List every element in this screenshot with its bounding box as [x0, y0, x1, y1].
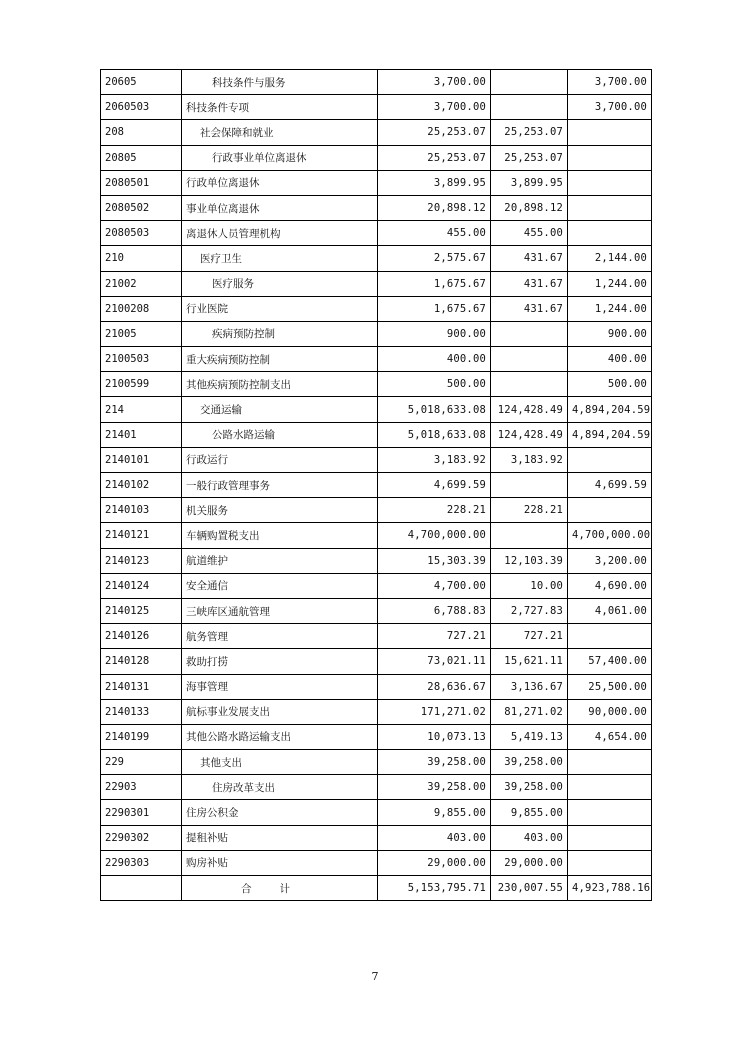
basic-expense-cell: 228.21	[491, 498, 568, 523]
table-row	[101, 120, 652, 145]
table-row	[101, 825, 652, 850]
project-expense-cell: 3,200.00	[568, 548, 652, 573]
project-expense-cell: 4,699.59	[568, 473, 652, 498]
table-row	[101, 523, 652, 548]
subject-code-cell: 22903	[101, 775, 182, 800]
table-row	[101, 246, 652, 271]
subject-name-cell: 一般行政管理事务	[182, 473, 378, 498]
subject-code-cell: 2080501	[101, 170, 182, 195]
total-amount-cell: 500.00	[378, 372, 491, 397]
subject-name-cell: 航务管理	[182, 624, 378, 649]
basic-expense-cell: 124,428.49	[491, 397, 568, 422]
total-amount-cell: 73,021.11	[378, 649, 491, 674]
subject-name-cell: 社会保障和就业	[182, 120, 378, 145]
subject-code-cell: 2290302	[101, 825, 182, 850]
subject-code-cell: 2140199	[101, 724, 182, 749]
basic-expense-cell: 15,621.11	[491, 649, 568, 674]
subject-name-cell: 救助打捞	[182, 649, 378, 674]
total-amount-cell: 39,258.00	[378, 775, 491, 800]
subject-name-cell: 重大疾病预防控制	[182, 347, 378, 372]
subject-code-cell: 208	[101, 120, 182, 145]
project-expense-cell: 3,700.00	[568, 70, 652, 95]
project-expense-cell: 1,244.00	[568, 271, 652, 296]
subject-name-cell: 海事管理	[182, 674, 378, 699]
total-amount-cell: 900.00	[378, 321, 491, 346]
total-amount-cell: 3,700.00	[378, 70, 491, 95]
total-amount-cell: 400.00	[378, 347, 491, 372]
project-expense-cell	[568, 145, 652, 170]
subject-code-cell: 2140102	[101, 473, 182, 498]
basic-expense-cell	[491, 321, 568, 346]
basic-expense-cell: 431.67	[491, 246, 568, 271]
basic-expense-cell: 5,419.13	[491, 724, 568, 749]
subject-name-cell: 行业医院	[182, 296, 378, 321]
total-code-cell	[101, 876, 182, 901]
table-row	[101, 624, 652, 649]
subject-name-cell: 安全通信	[182, 573, 378, 598]
subject-name-cell: 医疗服务	[182, 271, 378, 296]
subject-name-cell: 提租补贴	[182, 825, 378, 850]
total-amount-cell: 455.00	[378, 221, 491, 246]
project-expense-cell	[568, 775, 652, 800]
subject-code-cell: 20605	[101, 70, 182, 95]
basic-expense-cell: 2,727.83	[491, 598, 568, 623]
project-expense-cell: 400.00	[568, 347, 652, 372]
total-amount-cell: 3,700.00	[378, 95, 491, 120]
total-amount-cell: 171,271.02	[378, 699, 491, 724]
subject-code-cell: 214	[101, 397, 182, 422]
total-amount-cell: 4,700,000.00	[378, 523, 491, 548]
table-row	[101, 271, 652, 296]
total-amount-cell: 25,253.07	[378, 145, 491, 170]
basic-expense-cell: 20,898.12	[491, 195, 568, 220]
table-row	[101, 447, 652, 472]
total-amount-cell: 15,303.39	[378, 548, 491, 573]
subject-name-cell: 其他疾病预防控制支出	[182, 372, 378, 397]
basic-expense-cell: 455.00	[491, 221, 568, 246]
subject-name-cell: 购房补贴	[182, 850, 378, 875]
subject-code-cell: 2140123	[101, 548, 182, 573]
total-amount-cell: 9,855.00	[378, 800, 491, 825]
project-expense-cell: 4,061.00	[568, 598, 652, 623]
basic-expense-cell: 10.00	[491, 573, 568, 598]
total-amount-cell: 10,073.13	[378, 724, 491, 749]
project-expense-cell: 4,894,204.59	[568, 397, 652, 422]
subject-name-cell: 机关服务	[182, 498, 378, 523]
subject-code-cell: 2140103	[101, 498, 182, 523]
table-row	[101, 598, 652, 623]
subject-name-cell: 行政事业单位离退休	[182, 145, 378, 170]
total-amount-cell: 1,675.67	[378, 296, 491, 321]
basic-expense-cell	[491, 347, 568, 372]
basic-expense-cell: 81,271.02	[491, 699, 568, 724]
budget-table	[100, 69, 652, 901]
basic-expense-cell: 39,258.00	[491, 775, 568, 800]
table-row	[101, 750, 652, 775]
table-row	[101, 397, 652, 422]
subject-code-cell: 210	[101, 246, 182, 271]
total-amount-cell: 1,675.67	[378, 271, 491, 296]
subject-code-cell: 2140125	[101, 598, 182, 623]
basic-expense-cell	[491, 70, 568, 95]
subject-name-cell: 其他公路水路运输支出	[182, 724, 378, 749]
total-amount-cell: 4,700.00	[378, 573, 491, 598]
table-row	[101, 775, 652, 800]
project-expense-cell	[568, 120, 652, 145]
grand-project-cell: 4,923,788.16	[568, 876, 652, 901]
subject-code-cell: 2140121	[101, 523, 182, 548]
subject-code-cell: 2140124	[101, 573, 182, 598]
project-expense-cell: 4,894,204.59	[568, 422, 652, 447]
total-amount-cell: 228.21	[378, 498, 491, 523]
table-row	[101, 649, 652, 674]
basic-expense-cell: 29,000.00	[491, 850, 568, 875]
table-row	[101, 548, 652, 573]
table-row	[101, 800, 652, 825]
table-row	[101, 70, 652, 95]
project-expense-cell	[568, 825, 652, 850]
subject-code-cell: 2140128	[101, 649, 182, 674]
subject-name-cell: 医疗卫生	[182, 246, 378, 271]
total-amount-cell: 3,899.95	[378, 170, 491, 195]
subject-code-cell: 2100503	[101, 347, 182, 372]
subject-code-cell: 2140101	[101, 447, 182, 472]
grand-basic-cell: 230,007.55	[491, 876, 568, 901]
project-expense-cell	[568, 850, 652, 875]
total-amount-cell: 39,258.00	[378, 750, 491, 775]
project-expense-cell	[568, 750, 652, 775]
basic-expense-cell: 403.00	[491, 825, 568, 850]
total-amount-cell: 403.00	[378, 825, 491, 850]
table-row	[101, 296, 652, 321]
project-expense-cell: 2,144.00	[568, 246, 652, 271]
table-row	[101, 699, 652, 724]
subject-name-cell: 行政单位离退休	[182, 170, 378, 195]
subject-code-cell: 21401	[101, 422, 182, 447]
total-amount-cell: 3,183.92	[378, 447, 491, 472]
basic-expense-cell: 3,136.67	[491, 674, 568, 699]
page-number: 7	[371, 970, 379, 983]
subject-code-cell: 21002	[101, 271, 182, 296]
total-amount-cell: 29,000.00	[378, 850, 491, 875]
basic-expense-cell: 124,428.49	[491, 422, 568, 447]
total-label-cell: 合计	[182, 876, 378, 901]
subject-code-cell: 2140126	[101, 624, 182, 649]
basic-expense-cell: 3,899.95	[491, 170, 568, 195]
total-amount-cell: 4,699.59	[378, 473, 491, 498]
subject-code-cell: 2080502	[101, 195, 182, 220]
subject-code-cell: 2140133	[101, 699, 182, 724]
subject-code-cell: 2100208	[101, 296, 182, 321]
subject-name-cell: 航标事业发展支出	[182, 699, 378, 724]
total-amount-cell: 28,636.67	[378, 674, 491, 699]
basic-expense-cell: 431.67	[491, 296, 568, 321]
subject-name-cell: 科技条件与服务	[182, 70, 378, 95]
subject-name-cell: 三峡库区通航管理	[182, 598, 378, 623]
basic-expense-cell: 39,258.00	[491, 750, 568, 775]
table-row	[101, 724, 652, 749]
basic-expense-cell: 431.67	[491, 271, 568, 296]
subject-code-cell: 2140131	[101, 674, 182, 699]
project-expense-cell	[568, 447, 652, 472]
basic-expense-cell	[491, 473, 568, 498]
total-amount-cell: 2,575.67	[378, 246, 491, 271]
table-row	[101, 145, 652, 170]
project-expense-cell	[568, 800, 652, 825]
subject-name-cell: 其他支出	[182, 750, 378, 775]
table-row	[101, 674, 652, 699]
total-amount-cell: 5,018,633.08	[378, 397, 491, 422]
subject-name-cell: 航道维护	[182, 548, 378, 573]
basic-expense-cell	[491, 523, 568, 548]
project-expense-cell	[568, 195, 652, 220]
subject-code-cell: 2290303	[101, 850, 182, 875]
project-expense-cell: 25,500.00	[568, 674, 652, 699]
project-expense-cell: 57,400.00	[568, 649, 652, 674]
grand-total-cell: 5,153,795.71	[378, 876, 491, 901]
subject-code-cell: 2290301	[101, 800, 182, 825]
subject-code-cell: 2100599	[101, 372, 182, 397]
subject-name-cell: 住房公积金	[182, 800, 378, 825]
table-row	[101, 95, 652, 120]
subject-code-cell: 2060503	[101, 95, 182, 120]
subject-name-cell: 疾病预防控制	[182, 321, 378, 346]
subject-name-cell: 车辆购置税支出	[182, 523, 378, 548]
table-row	[101, 850, 652, 875]
total-amount-cell: 20,898.12	[378, 195, 491, 220]
subject-name-cell: 交通运输	[182, 397, 378, 422]
table-row	[101, 573, 652, 598]
basic-expense-cell: 25,253.07	[491, 120, 568, 145]
total-amount-cell: 5,018,633.08	[378, 422, 491, 447]
subject-name-cell: 科技条件专项	[182, 95, 378, 120]
table-row	[101, 372, 652, 397]
project-expense-cell	[568, 221, 652, 246]
basic-expense-cell: 9,855.00	[491, 800, 568, 825]
subject-name-cell: 行政运行	[182, 447, 378, 472]
subject-name-cell: 事业单位离退休	[182, 195, 378, 220]
basic-expense-cell: 727.21	[491, 624, 568, 649]
total-amount-cell: 6,788.83	[378, 598, 491, 623]
table-row	[101, 498, 652, 523]
project-expense-cell	[568, 624, 652, 649]
project-expense-cell: 4,690.00	[568, 573, 652, 598]
subject-code-cell: 2080503	[101, 221, 182, 246]
subject-code-cell: 20805	[101, 145, 182, 170]
basic-expense-cell: 25,253.07	[491, 145, 568, 170]
project-expense-cell	[568, 498, 652, 523]
subject-code-cell: 21005	[101, 321, 182, 346]
basic-expense-cell	[491, 372, 568, 397]
basic-expense-cell: 12,103.39	[491, 548, 568, 573]
project-expense-cell: 900.00	[568, 321, 652, 346]
subject-code-cell: 229	[101, 750, 182, 775]
table-row	[101, 221, 652, 246]
subject-name-cell: 公路水路运输	[182, 422, 378, 447]
project-expense-cell: 4,654.00	[568, 724, 652, 749]
total-row	[101, 876, 652, 901]
basic-expense-cell: 3,183.92	[491, 447, 568, 472]
subject-name-cell: 离退休人员管理机构	[182, 221, 378, 246]
table-row	[101, 422, 652, 447]
table-row	[101, 321, 652, 346]
total-amount-cell: 25,253.07	[378, 120, 491, 145]
project-expense-cell: 1,244.00	[568, 296, 652, 321]
project-expense-cell	[568, 170, 652, 195]
budget-table-body	[101, 70, 652, 901]
project-expense-cell: 3,700.00	[568, 95, 652, 120]
basic-expense-cell	[491, 95, 568, 120]
table-row	[101, 195, 652, 220]
project-expense-cell: 90,000.00	[568, 699, 652, 724]
table-row	[101, 473, 652, 498]
table-row	[101, 347, 652, 372]
total-amount-cell: 727.21	[378, 624, 491, 649]
table-row	[101, 170, 652, 195]
project-expense-cell: 500.00	[568, 372, 652, 397]
project-expense-cell: 4,700,000.00	[568, 523, 652, 548]
subject-name-cell: 住房改革支出	[182, 775, 378, 800]
